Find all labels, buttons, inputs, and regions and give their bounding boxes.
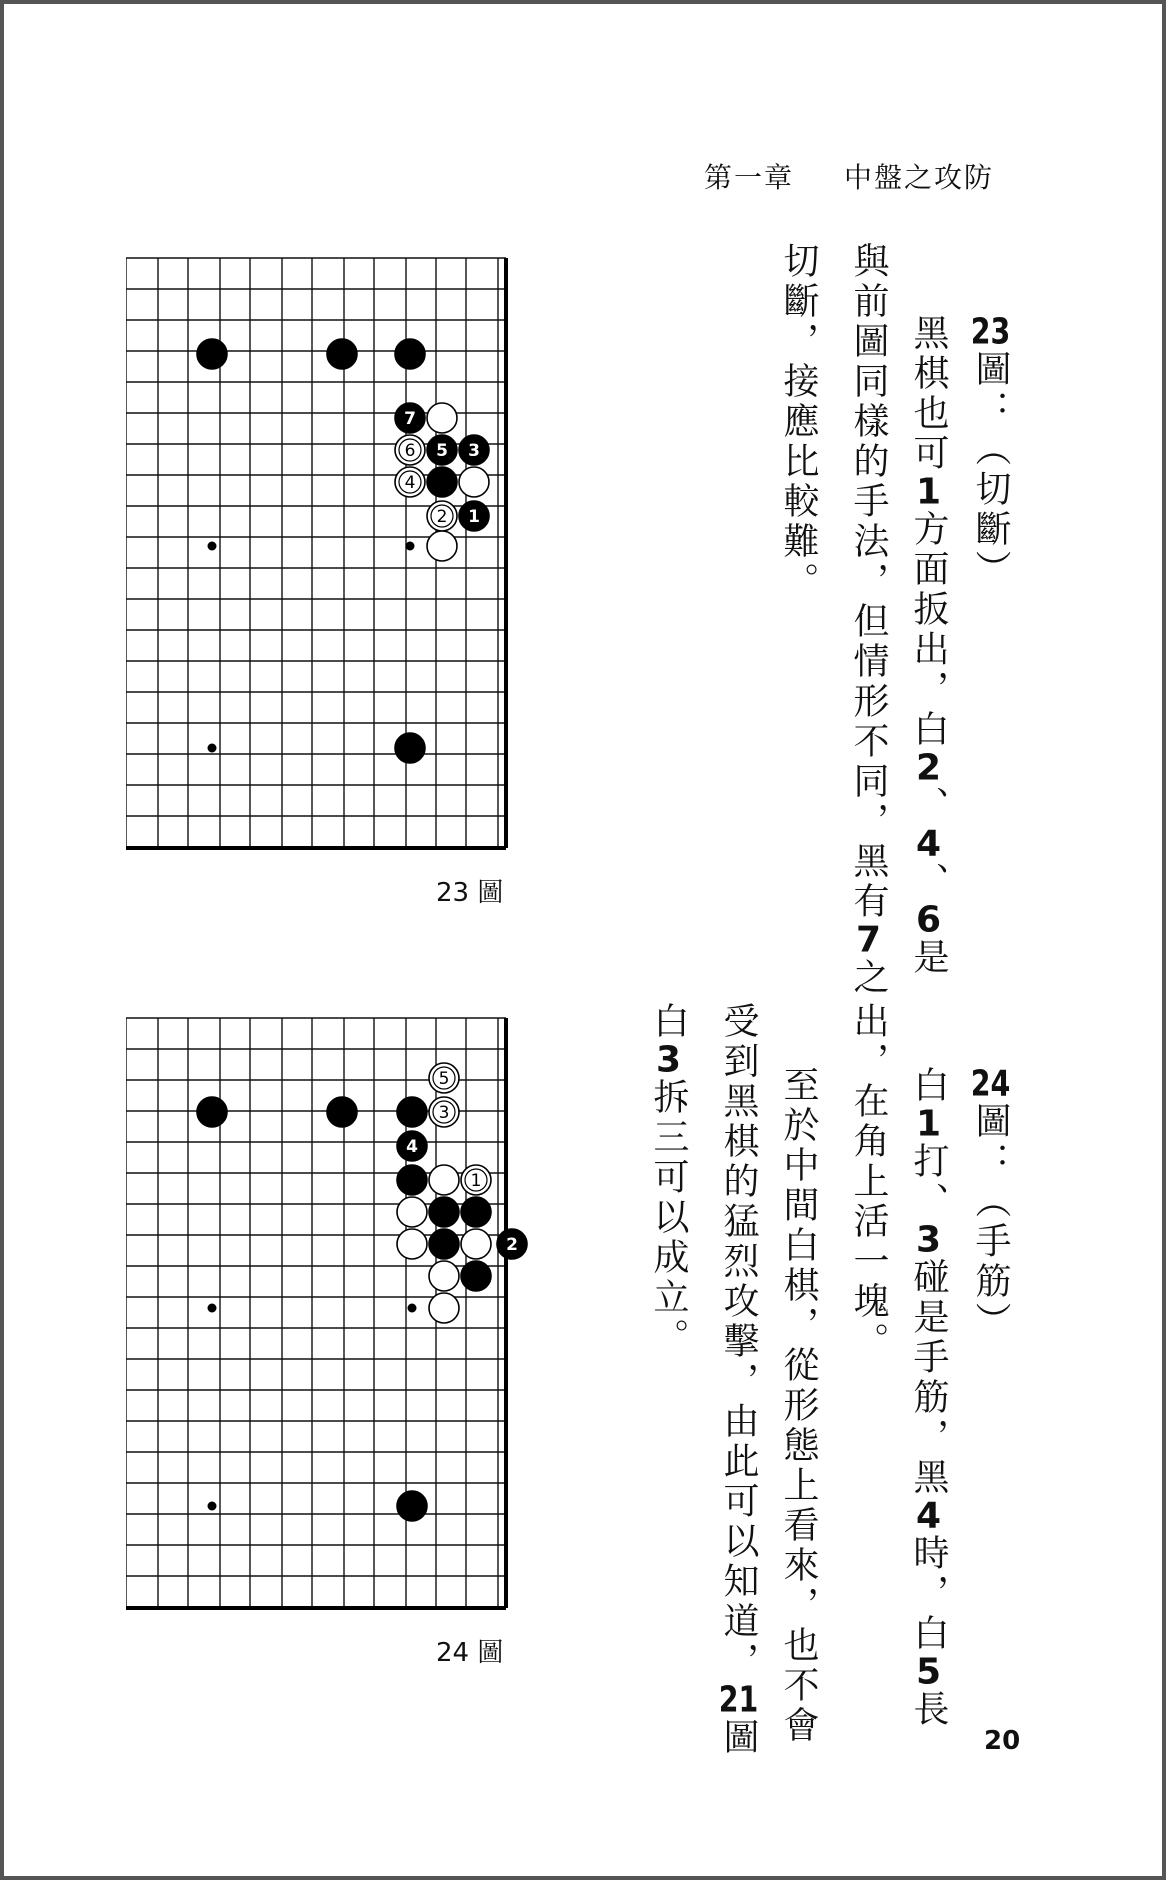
black-stone bbox=[429, 1229, 459, 1259]
go-board-24 bbox=[126, 1012, 546, 1612]
section-24-title: 24圖：（手筋） bbox=[970, 1066, 1011, 1342]
black-stone bbox=[397, 1491, 427, 1521]
section-23-line-1: 黑棋也可1方面扳出，白2、4、6是 bbox=[908, 314, 949, 978]
move-number: 4 bbox=[404, 473, 416, 493]
section-24-line-3: 至於中間白棋，從形態上看來，也不會 bbox=[778, 1066, 819, 1746]
white-stone bbox=[459, 467, 489, 497]
diagram-23-caption: 23 圖 bbox=[436, 878, 504, 908]
section-24-line-2: 出，在角上活一塊。 bbox=[848, 1002, 889, 1362]
black-stone bbox=[395, 733, 425, 763]
move-number: 2 bbox=[436, 507, 448, 527]
star-point bbox=[208, 744, 217, 753]
move-number: 1 bbox=[468, 507, 480, 527]
black-stone bbox=[327, 1097, 357, 1127]
page-number: 20 bbox=[984, 1726, 1021, 1756]
white-stone bbox=[429, 1293, 459, 1323]
go-diagram-23 bbox=[126, 252, 516, 852]
black-stone bbox=[429, 1197, 459, 1227]
black-stone bbox=[327, 339, 357, 369]
black-stone bbox=[397, 1165, 427, 1195]
move-number: 3 bbox=[468, 441, 480, 461]
white-stone bbox=[397, 1197, 427, 1227]
move-number: 5 bbox=[436, 441, 448, 461]
move-number: 6 bbox=[404, 441, 416, 461]
white-stone bbox=[461, 1229, 491, 1259]
star-point bbox=[208, 542, 217, 551]
white-stone bbox=[427, 531, 457, 561]
move-number: 3 bbox=[438, 1103, 450, 1123]
go-diagram-24 bbox=[126, 1012, 546, 1612]
black-stone bbox=[427, 467, 457, 497]
star-point bbox=[208, 1304, 217, 1313]
go-board-23 bbox=[126, 252, 516, 852]
section-23-line-2: 與前圖同樣的手法，但情形不同，黑有7之 bbox=[848, 242, 889, 998]
star-point bbox=[408, 1304, 417, 1313]
black-stone bbox=[461, 1197, 491, 1227]
move-number: 2 bbox=[506, 1235, 518, 1255]
star-point bbox=[208, 1502, 217, 1511]
move-number: 5 bbox=[438, 1069, 450, 1089]
black-stone bbox=[461, 1261, 491, 1291]
black-stone bbox=[197, 1097, 227, 1127]
section-23-line-3: 切斷，接應比較難。 bbox=[778, 242, 819, 602]
diagram-24-caption: 24 圖 bbox=[436, 1638, 504, 1668]
white-stone bbox=[429, 1261, 459, 1291]
section-23-title: 23圖：（切斷） bbox=[970, 314, 1011, 590]
move-number: 4 bbox=[406, 1137, 418, 1157]
section-24-line-1: 白1打、3碰是手筋，黑4時，白5長 bbox=[908, 1066, 949, 1730]
section-24-line-4: 受到黑棋的猛烈攻擊，由此可以知道，21圖 bbox=[718, 1002, 759, 1758]
white-stone bbox=[397, 1229, 427, 1259]
chapter-label: 第一章 bbox=[704, 161, 795, 194]
section-24-line-5: 白3拆三可以成立。 bbox=[648, 1002, 689, 1358]
white-stone bbox=[429, 1165, 459, 1195]
move-number: 7 bbox=[404, 409, 416, 429]
white-stone bbox=[427, 403, 457, 433]
black-stone bbox=[395, 339, 425, 369]
star-point bbox=[406, 542, 415, 551]
chapter-topic: 中盤之攻防 bbox=[844, 161, 995, 194]
running-header bbox=[704, 156, 1024, 196]
move-number: 1 bbox=[470, 1171, 482, 1191]
black-stone bbox=[397, 1097, 427, 1127]
black-stone bbox=[197, 339, 227, 369]
